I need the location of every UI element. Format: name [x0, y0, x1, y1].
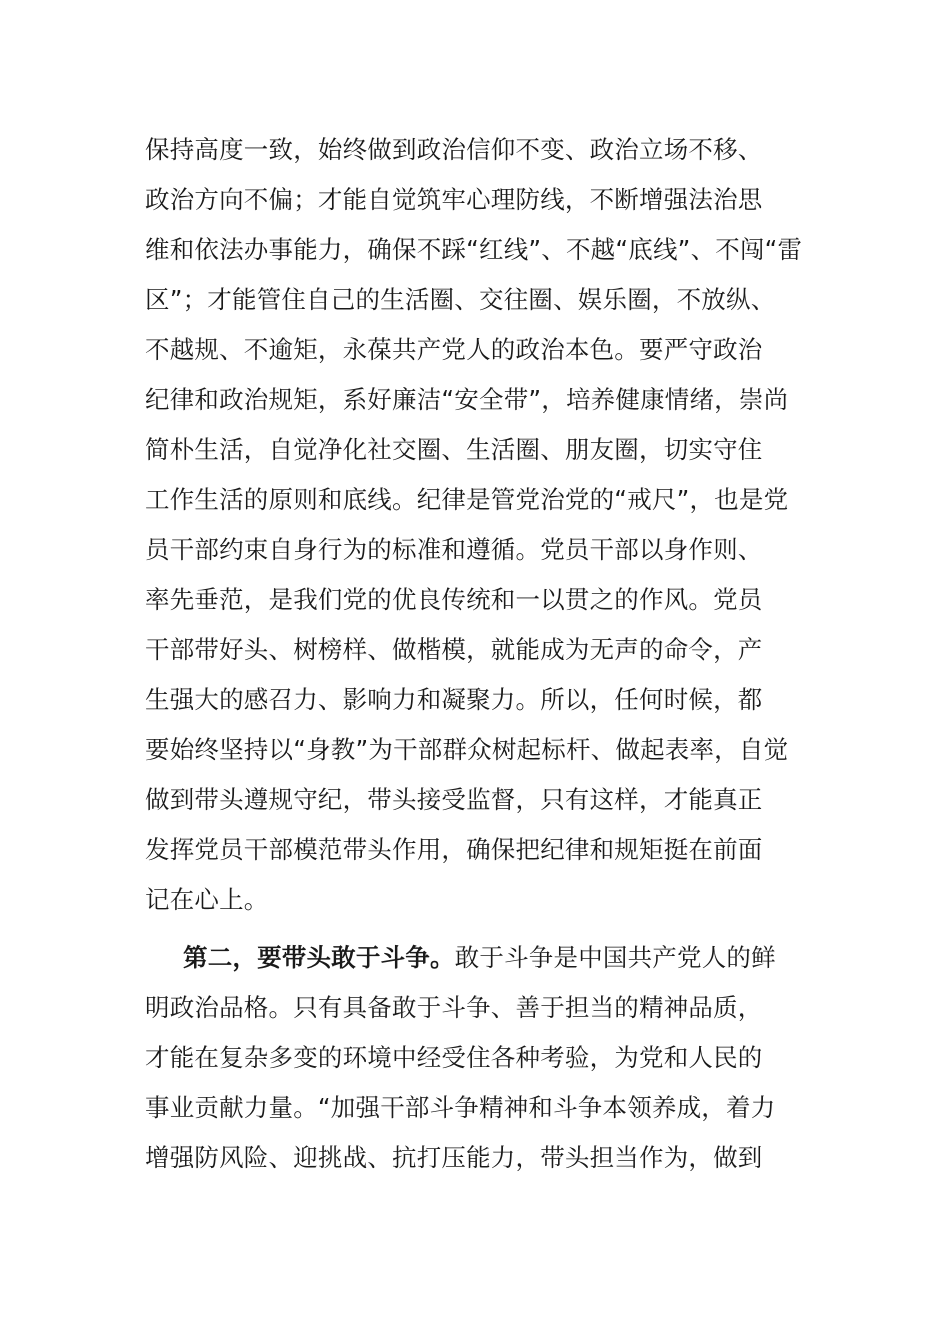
paragraph-line: 明政治品格。只有具备敢于斗争、善于担当的精神品质，: [145, 993, 763, 1022]
paragraph-first-line: [145, 933, 810, 983]
paragraph-line: 不越规、不逾矩，永葆共产党人的政治本色。要严守政治: [145, 335, 763, 364]
paragraph-line: 记在心上。: [145, 885, 269, 914]
paragraph-line: 保持高度一致，始终做到政治信仰不变、政治立场不移、: [145, 135, 763, 164]
paragraph-line: 发挥党员干部模范带头作用，确保把纪律和规矩挺在前面: [145, 835, 763, 864]
paragraph-line: 增强防风险、迎挑战、抗打压能力，带头担当作为，做到: [145, 1143, 763, 1172]
paragraph-line: 维和依法办事能力，确保不踩“红线”、不越“底线”、不闯“雷: [145, 235, 803, 264]
paragraph-line: 才能在复杂多变的环境中经受住各种考验，为党和人民的: [145, 1043, 763, 1072]
paragraph-line: 工作生活的原则和底线。纪律是管党治党的“戒尺”，也是党: [145, 485, 789, 514]
paragraph-line: 率先垂范，是我们党的优良传统和一以贯之的作风。党员: [145, 585, 763, 614]
paragraph-line: 做到带头遵规守纪，带头接受监督，只有这样，才能真正: [145, 785, 763, 814]
paragraph-line: 事业贡献力量。“加强干部斗争精神和斗争本领养成，着力: [145, 1093, 776, 1122]
paragraph-discipline: [145, 125, 810, 925]
paragraph-struggle: [145, 933, 810, 1183]
paragraph-line: 要始终坚持以“身教”为干部群众树起标杆、做起表率，自觉: [145, 735, 789, 764]
section-heading: 第二，要带头敢于斗争。: [183, 943, 455, 972]
paragraph-line: 纪律和政治规矩，系好廉洁“安全带”，培养健康情绪，崇尚: [145, 385, 789, 414]
paragraph-line: 员干部约束自身行为的标准和遵循。党员干部以身作则、: [145, 535, 763, 564]
paragraph-line: 简朴生活，自觉净化社交圈、生活圈、朋友圈，切实守住: [145, 435, 763, 464]
paragraph-line-rest: 敢于斗争是中国共产党人的鲜: [454, 943, 776, 972]
paragraph-line: 干部带好头、树榜样、做楷模，就能成为无声的命令，产: [145, 635, 763, 664]
paragraph-line: 生强大的感召力、影响力和凝聚力。所以，任何时候，都: [145, 685, 763, 714]
paragraph-line: 区”；才能管住自己的生活圈、交往圈、娱乐圈，不放纵、: [145, 285, 776, 314]
paragraph-line: 政治方向不偏；才能自觉筑牢心理防线，不断增强法治思: [145, 185, 763, 214]
